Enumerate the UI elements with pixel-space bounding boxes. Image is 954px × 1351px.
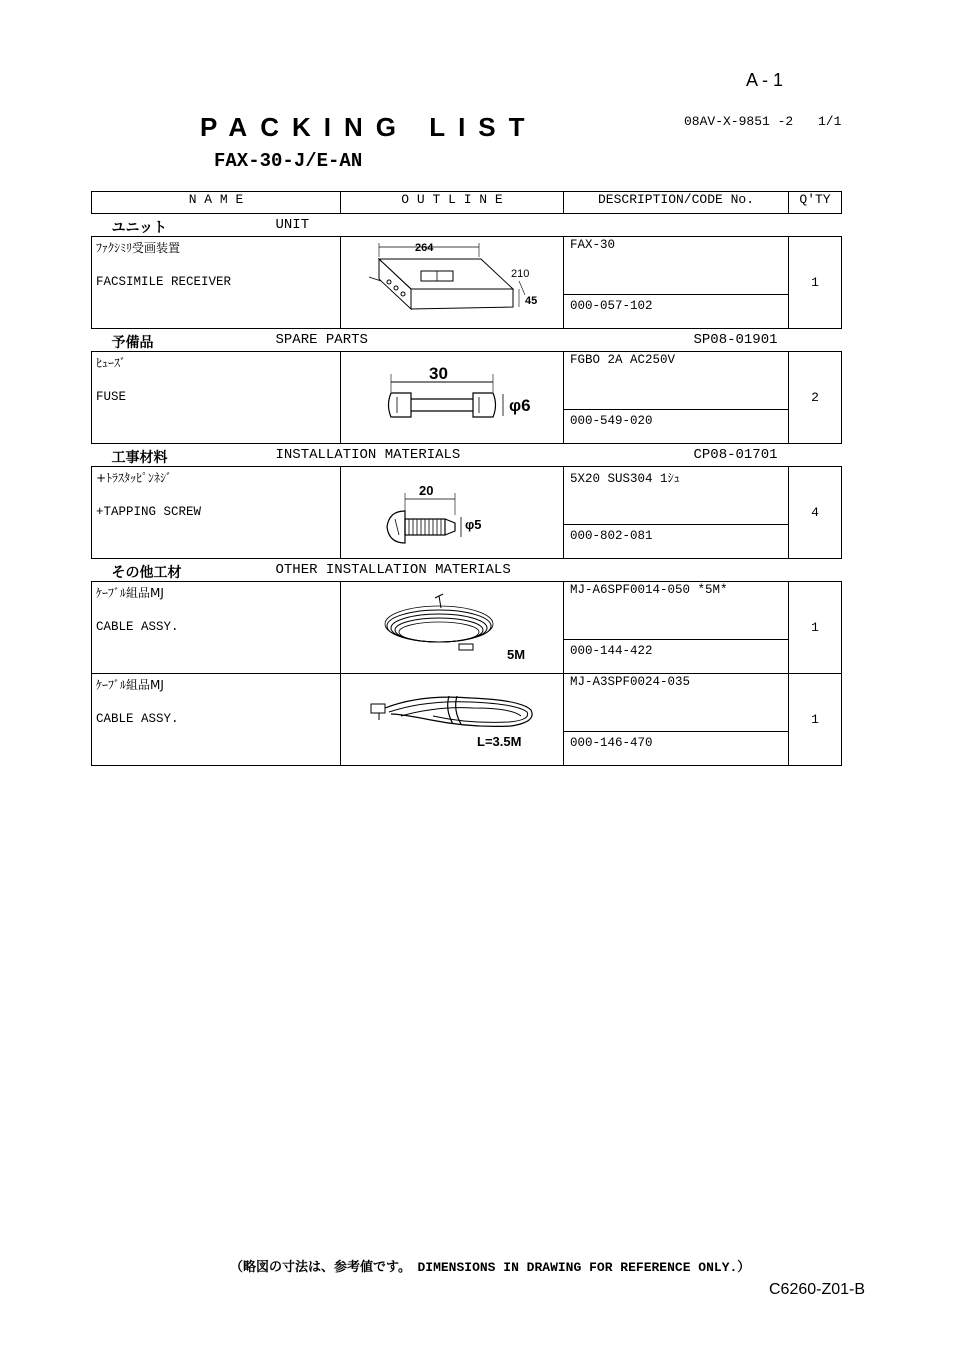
section-header-unit [92,214,842,237]
item-name-jp: ｹｰﾌﾞﾙ組品MJ [96,586,164,600]
item-part-code: 000-144-422 [570,644,653,658]
item-description: MJ-A3SPF0024-035 [564,674,788,732]
description-cell [564,467,789,559]
section-header-spare-parts [92,329,842,352]
item-name-cell [92,467,341,559]
section-title-en: INSTALLATION MATERIALS [275,447,461,463]
section-title-jp: その他工材 [111,565,182,581]
document-page: 1/1 [818,114,842,129]
drawing-code: C6260-Z01-B [769,1281,866,1298]
item-name-en: FACSIMILE RECEIVER [96,275,232,289]
item-name-jp: ﾋｭｰｽﾞ [96,356,127,370]
dim-label-depth: 210 [511,268,530,280]
description-cell [564,582,789,674]
item-description: FAX-30 [564,237,788,295]
item-part-code: 000-802-081 [570,529,653,543]
item-qty: 1 [789,237,842,329]
table-row [92,582,842,674]
outline-drawing-cell [341,467,564,559]
item-part-code: 000-057-102 [570,299,653,313]
item-name-jp: ｹｰﾌﾞﾙ組品MJ [96,678,164,692]
item-part-code: 000-146-470 [570,736,653,750]
facsimile-receiver-drawing [341,237,564,323]
table-row [92,467,842,559]
section-title-en: OTHER INSTALLATION MATERIALS [275,562,511,578]
dim-label-length: L=3.5M [477,734,522,749]
outline-drawing-cell [341,352,564,444]
outline-drawing-cell [341,582,564,674]
item-description: FGBO 2A AC250V [564,352,788,410]
section-title-en: SPARE PARTS [275,332,368,348]
item-qty: 1 [789,674,842,766]
section-title-jp: ユニット [111,220,167,236]
item-description: 5X20 SUS304 1ｼｭ [564,467,788,525]
item-name-cell [92,352,341,444]
dim-label-length: 30 [429,364,448,383]
footer-note: （略図の寸法は、参考値です。 DIMENSIONS IN DRAWING FOR REFERENCE ONLY.） [230,1260,751,1275]
table-row [92,352,842,444]
section-title-jp: 予備品 [111,335,154,351]
cable-bundle-drawing [341,674,564,760]
item-qty: 1 [789,582,842,674]
section-title-en: UNIT [275,217,310,233]
dim-label-length: 20 [419,483,434,498]
outline-drawing-cell [341,237,564,329]
item-name-cell [92,582,341,674]
tapping-screw-drawing [341,467,564,553]
table-row [92,674,842,766]
column-header-outline: O U T L I N E [341,192,564,214]
item-name-en: CABLE ASSY. [96,620,179,634]
table-row [92,237,842,329]
document-number: 08AV-X-9851 -2 [684,114,794,129]
dim-label-diameter: φ5 [465,517,482,532]
item-part-code: 000-549-020 [570,414,653,428]
page-title: PACKING LIST [200,112,538,142]
item-description: MJ-A6SPF0014-050 *5M* [564,582,788,640]
section-header-installation-materials [92,444,842,467]
column-header-qty: Q'TY [789,192,842,214]
dim-label-diameter: φ6 [509,396,531,415]
dim-label-width: 264 [415,242,434,254]
item-name-en: CABLE ASSY. [96,712,179,726]
item-name-jp: +ﾄﾗｽﾀｯﾋﾟﾝﾈｼﾞ [96,471,173,485]
item-name-cell [92,237,341,329]
item-name-jp: ﾌｧｸｼﾐﾘ受画装置 [96,241,181,255]
description-cell [564,237,789,329]
description-cell [564,674,789,766]
model-name: FAX-30-J/E-AN [214,150,363,172]
column-header-description: DESCRIPTION/CODE No. [564,192,789,214]
section-title-jp: 工事材料 [111,450,168,466]
section-code: SP08-01901 [693,332,778,348]
item-name-en: FUSE [96,390,127,404]
dim-label-length: 5M [507,647,526,662]
section-header-other-installation-materials [92,559,842,582]
section-code: CP08-01701 [693,447,778,463]
description-cell [564,352,789,444]
outline-drawing-cell [341,674,564,766]
item-qty: 2 [789,352,842,444]
packing-list-table [91,191,842,766]
item-name-cell [92,674,341,766]
cable-coil-drawing [341,582,564,668]
item-name-en: +TAPPING SCREW [96,505,202,519]
fuse-drawing [341,352,564,438]
column-header-name: N A M E [92,192,341,214]
header-row [92,192,842,214]
dim-label-height: 45 [525,295,538,307]
item-qty: 4 [789,467,842,559]
page-code: A - 1 [746,70,784,90]
